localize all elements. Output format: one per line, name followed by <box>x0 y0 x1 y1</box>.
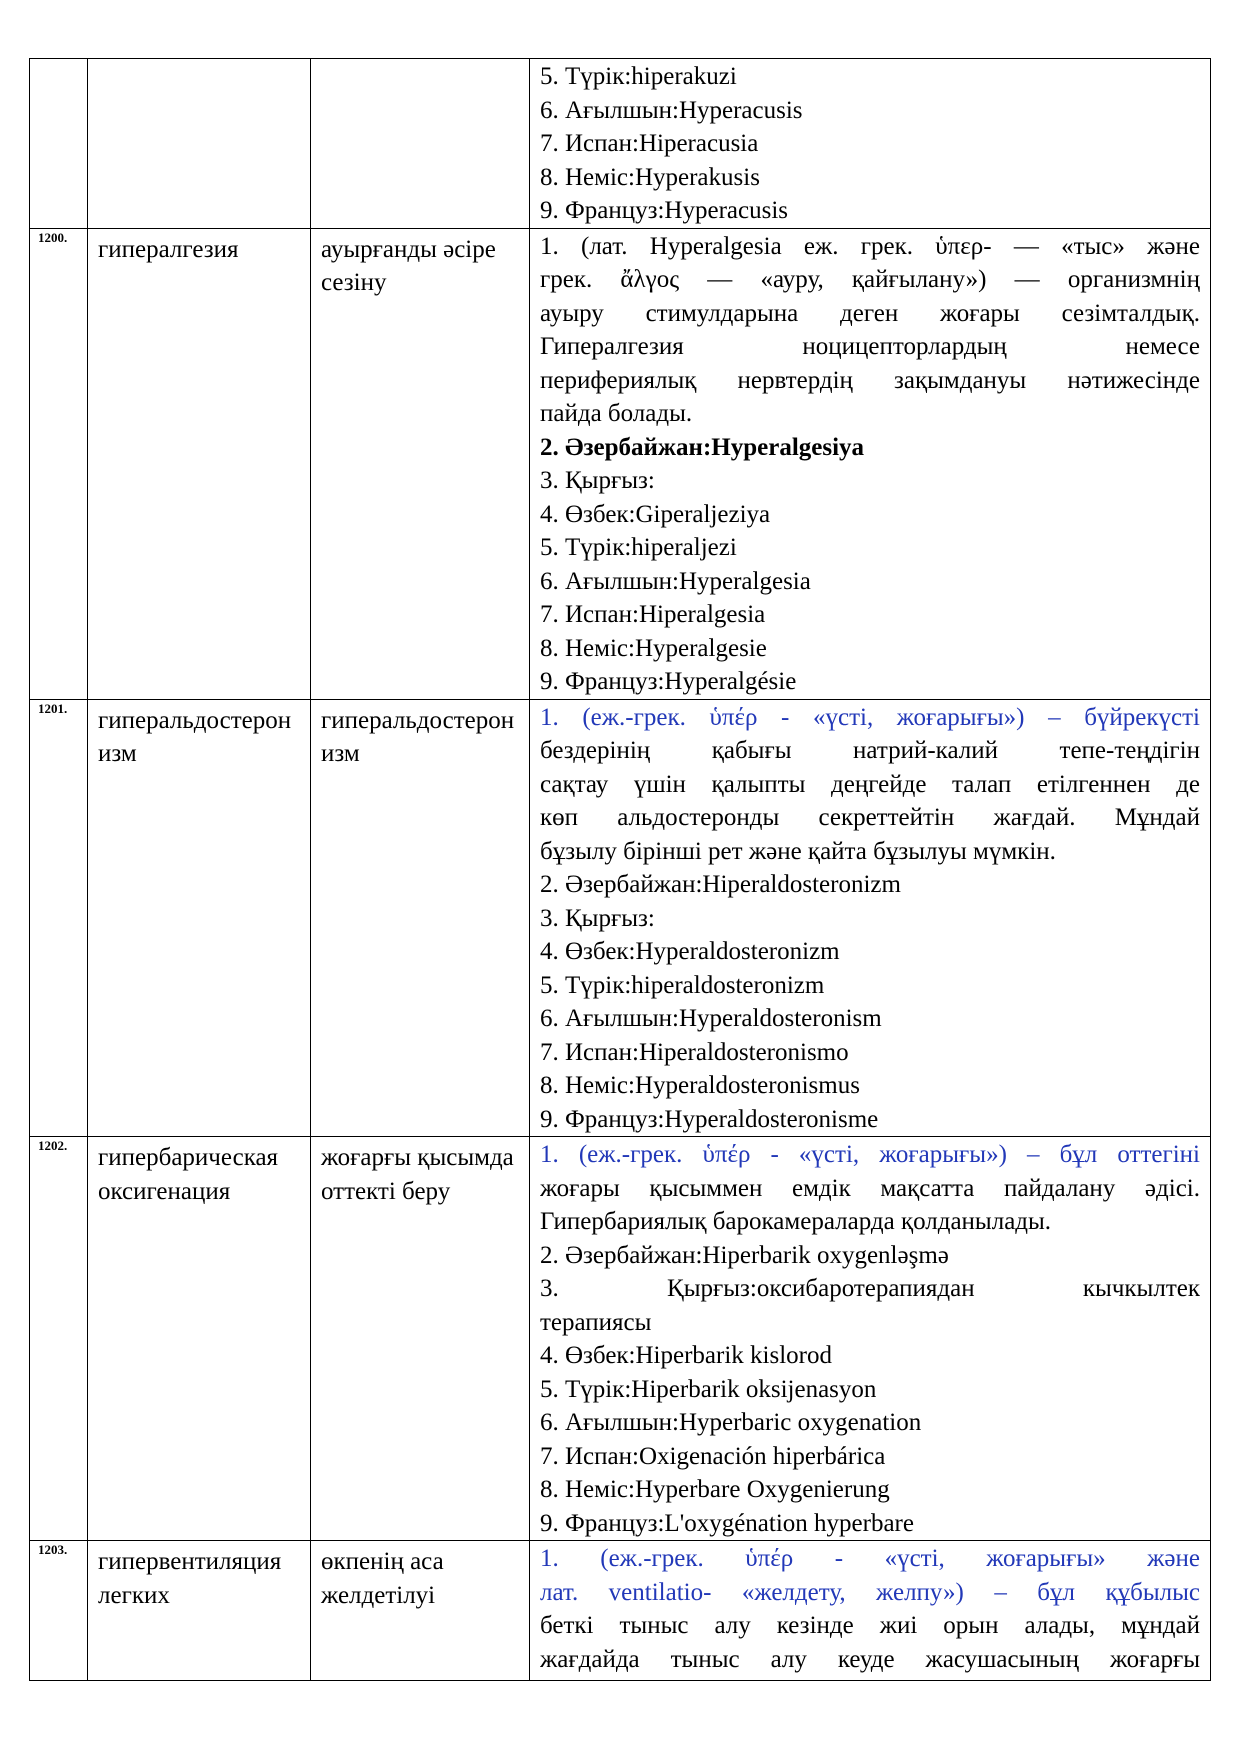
definition-line: 4. Өзбек:Giperaljeziya <box>540 500 771 528</box>
definition-line: 2. Әзербайжан:Hiperbarik oxygenləşmə <box>540 1241 949 1269</box>
definition-line <box>540 701 1200 735</box>
definition-line: 6. Ағылшын:Hyperalgesia <box>540 567 811 595</box>
definition-line: 5. Түрік:hiperaljezi <box>540 534 737 561</box>
definition-line: көп альдостеронды секреттейтін жағдай. Мұндай <box>540 804 1200 831</box>
definition-line: 5. Түрік:hiperakuzi <box>540 63 737 90</box>
definition-line: 8. Неміс:Hyperaldosteronismus <box>540 1072 860 1099</box>
definition-line: 4. Өзбек:Hyperaldosteronizm <box>540 938 840 965</box>
term-russian: гипервентиляция легких <box>88 1541 311 1681</box>
entry-number <box>30 59 88 229</box>
term-kazakh: гиперальдостеронизм <box>311 699 530 1137</box>
definition-line: 6. Ағылшын:Hyperacusis <box>540 96 803 124</box>
definition-line: 8. Неміс:Hyperalgesie <box>540 634 767 662</box>
definition-line: беткі тыныс алу кезінде жиі орын алады, мұндай <box>540 1612 1200 1639</box>
definition-line: ауыру стимулдарына деген жоғары сезімталдық. <box>540 299 1200 327</box>
definition-line: перифериялық нервтердің зақымдануы нәтижесінде <box>540 366 1200 394</box>
definition-line: Гипералгезия ноцицепторлардың немесе <box>540 333 1200 360</box>
definition-cell <box>530 1137 1211 1541</box>
term-russian: гиперальдостеронизм <box>88 699 311 1137</box>
definition-line: 2. Әзербайжан:Hyperalgesiya <box>540 433 865 461</box>
definition-line: сақтау үшін қалыпты деңгейде талап етілгеннен де <box>540 770 1200 798</box>
definition-line: 7. Испан:Hiperacusia <box>540 130 759 157</box>
definition-line: 5. Түрік:hiperaldosteronizm <box>540 971 825 999</box>
definition-line: 9. Француз:Hyperaldosteronisme <box>540 1105 879 1133</box>
definition-cell <box>530 59 1211 229</box>
definition-line: 6. Ағылшын:Hyperaldosteronism <box>540 1005 882 1032</box>
definition-line: жағдайда тыныс алу кеуде жасушасының жоғарғы <box>540 1645 1200 1673</box>
definition-line: 6. Ағылшын:Hyperbaric oxygenation <box>540 1409 922 1436</box>
definition-line: терапиясы <box>540 1308 652 1336</box>
table-row <box>30 1137 1211 1541</box>
terminology-table <box>29 58 1211 1681</box>
table-row <box>30 1541 1211 1681</box>
table-row <box>30 59 1211 229</box>
table-row <box>30 699 1211 1137</box>
definition-line: 3. Қырғыз:оксибаротерапиядан кычкылтек <box>540 1275 1200 1302</box>
etymology-note: 1. (еж.-грек. ὑπέρ - «үсті, жоғарығы») – бүйрекүсті <box>540 703 1200 731</box>
definition-line: 4. Өзбек:Hiperbarik kislorod <box>540 1342 832 1369</box>
term-russian: гипербарическая оксигенация <box>88 1137 311 1541</box>
entry-number: 1202. <box>30 1137 88 1541</box>
definition-line: 8. Неміс:Hyperakusis <box>540 163 760 191</box>
definition-line: лат. ventilatio- «желдету, желпу») – бұл құбылыс <box>540 1578 1200 1606</box>
definition-line: 7. Испан:Oxigenación hiperbárica <box>540 1442 886 1470</box>
term-kazakh: жоғарғы қысымда оттекті беру <box>311 1137 530 1541</box>
definition-line: 3. Қырғыз: <box>540 904 655 932</box>
definition-line: 3. Қырғыз: <box>540 467 655 494</box>
term-russian <box>88 59 311 229</box>
definition-line: 9. Француз:Hyperalgésie <box>540 668 797 695</box>
entry-number: 1200. <box>30 228 88 699</box>
definition-line: жоғары қысыммен емдік мақсатта пайдалану әдісі. <box>540 1174 1200 1202</box>
definition-line: 9. Француз:Hyperacusis <box>540 197 788 224</box>
entry-number: 1203. <box>30 1541 88 1681</box>
definition-line: 9. Француз:L'oxygénation hyperbare <box>540 1509 914 1537</box>
term-kazakh: өкпенің аса желдетілуі <box>311 1541 530 1681</box>
definition-line: Гипербариялық барокамераларда қолданылады. <box>540 1208 1052 1235</box>
definition-line: 7. Испан:Hiperalgesia <box>540 601 766 628</box>
definition-line: 2. Әзербайжан:Hiperaldosteronizm <box>540 871 901 898</box>
definition-line: пайда болады. <box>540 400 693 427</box>
definition-cell <box>530 228 1211 699</box>
entry-number: 1201. <box>30 699 88 1137</box>
term-russian: гипералгезия <box>88 228 311 699</box>
table-row <box>30 228 1211 699</box>
definition-line: 1. (еж.-грек. ὑπέρ - «үсті, жоғарығы») – бұл оттегіні <box>540 1141 1200 1168</box>
definition-line: 7. Испан:Hiperaldosteronismo <box>540 1038 849 1066</box>
definition-line: 1. (лат. Hyperalgesia еж. грек. ὑπερ- — «тыс» және <box>540 232 1200 260</box>
definition-line: 1. (еж.-грек. ὑπέρ - «үсті, жоғарығы» және <box>540 1545 1200 1572</box>
definition-cell <box>530 699 1211 1137</box>
term-kazakh <box>311 59 530 229</box>
definition-line: 5. Түрік:Hiperbarik oksijenasyon <box>540 1375 877 1403</box>
definition-line: грек. ἄλγος — «ауру, қайғылану») — организмнің <box>540 266 1200 293</box>
definition-line: 8. Неміс:Hyperbare Oxygenierung <box>540 1476 890 1503</box>
term-kazakh: ауырғанды әсіре сезіну <box>311 228 530 699</box>
definition-line: бұзылу бірінші рет және қайта бұзылуы мүмкін. <box>540 837 1056 865</box>
definition-cell <box>530 1541 1211 1681</box>
definition-line: бездерінің қабығы натрий-калий тепе-теңдігін <box>540 737 1200 764</box>
